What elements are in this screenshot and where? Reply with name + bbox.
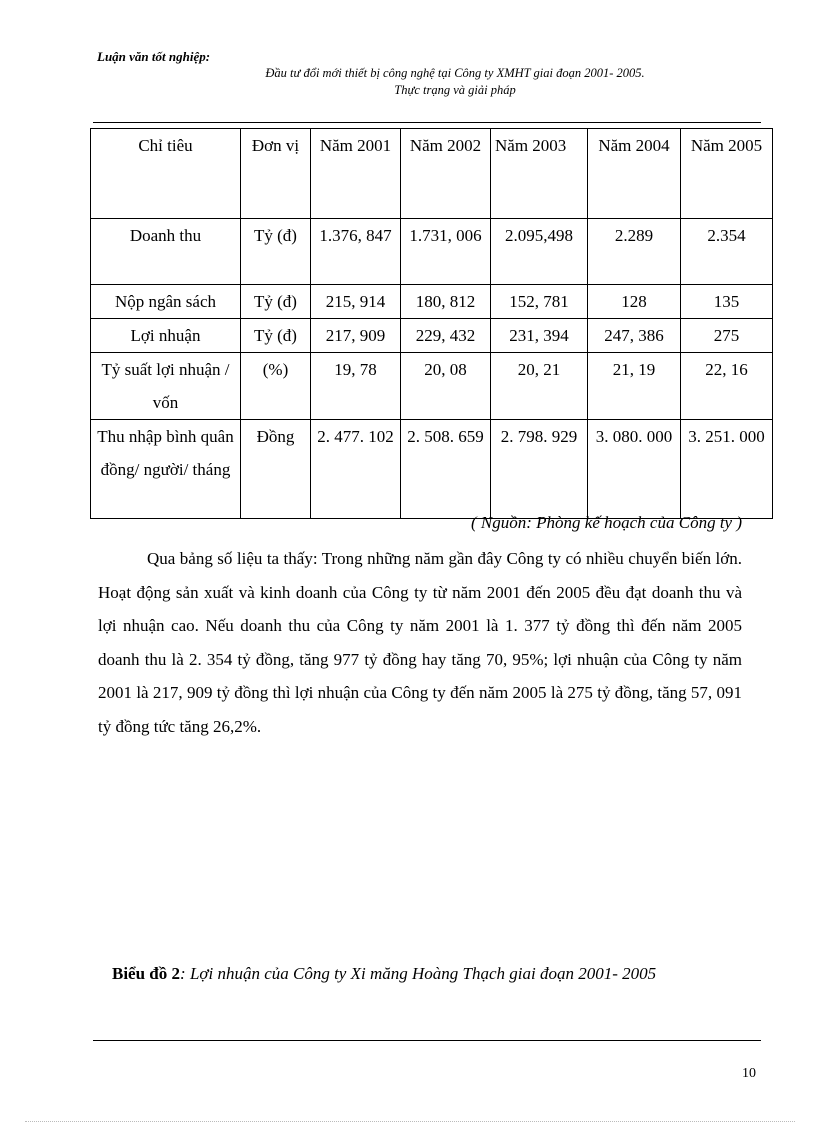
- page-edge: [25, 1121, 795, 1122]
- table-cell: Tỷ (đ): [241, 319, 311, 353]
- header-cell: Năm 2005: [681, 129, 773, 219]
- table-cell: 215, 914: [311, 285, 401, 319]
- header-cell: Năm 2001: [311, 129, 401, 219]
- table-header-row: [91, 129, 773, 219]
- table-cell: 135: [681, 285, 773, 319]
- table-cell: Tỷ (đ): [241, 285, 311, 319]
- table-cell: (%): [241, 353, 311, 420]
- table-cell: 1.376, 847: [311, 219, 401, 285]
- header-subtopic: Thực trạng và giải pháp: [394, 83, 516, 97]
- header-divider: [93, 122, 761, 123]
- header-cell: Năm 2003: [491, 129, 588, 219]
- header-cell: Đơn vị: [241, 129, 311, 219]
- table-cell: 247, 386: [588, 319, 681, 353]
- table-cell: Doanh thu: [91, 219, 241, 285]
- header-cell: Năm 2004: [588, 129, 681, 219]
- table-source-note: ( Nguồn: Phòng kế hoạch của Công ty ): [471, 513, 742, 532]
- table-cell: 3. 080. 000: [588, 420, 681, 519]
- table-cell: 2.289: [588, 219, 681, 285]
- thesis-label: Luận văn tốt nghiệp:: [97, 49, 211, 64]
- table-cell: 275: [681, 319, 773, 353]
- table-row: [91, 353, 773, 420]
- table-row: [91, 420, 773, 519]
- header-cell: Năm 2002: [401, 129, 491, 219]
- table-cell: 152, 781: [491, 285, 588, 319]
- table-cell: 2. 477. 102: [311, 420, 401, 519]
- table-cell: 128: [588, 285, 681, 319]
- table-cell: 2.095,498: [491, 219, 588, 285]
- table-cell: 180, 812: [401, 285, 491, 319]
- table-cell: 1.731, 006: [401, 219, 491, 285]
- table-cell: 217, 909: [311, 319, 401, 353]
- header-cell: Chỉ tiêu: [91, 129, 241, 219]
- table-cell: Tỷ (đ): [241, 219, 311, 285]
- table-cell: Tỷ suất lợi nhuận / vốn: [91, 353, 241, 420]
- table-cell: 21, 19: [588, 353, 681, 420]
- table-row: [91, 319, 773, 353]
- table-cell: Đồng: [241, 420, 311, 519]
- table-row: [91, 285, 773, 319]
- statistics-table: [90, 128, 773, 519]
- table-cell: 20, 08: [401, 353, 491, 420]
- header-topic: Đầu tư đổi mới thiết bị công nghệ tại Công ty XMHT giai đoạn 2001- 2005.: [265, 66, 645, 80]
- table-cell: 3. 251. 000: [681, 420, 773, 519]
- table-cell: Nộp ngân sách: [91, 285, 241, 319]
- table-row: [91, 219, 773, 285]
- chart-caption: [112, 964, 656, 984]
- table-cell: 229, 432: [401, 319, 491, 353]
- table-cell: 2. 798. 929: [491, 420, 588, 519]
- table-cell: 2.354: [681, 219, 773, 285]
- footer-divider: [93, 1040, 761, 1041]
- body-paragraph: Qua bảng số liệu ta thấy: Trong những năm gần đây Công ty có nhiều chuyển biến lớn. Hoạt động sản xuất và kinh doanh của Công ty từ năm 2001 đến 2005 đều đạt doanh thu và lợi nhuận cao. Nếu doanh thu của Công ty năm 2001 là 1. 377 tỷ đồng thì đến năm 2005 doanh thu là 2. 354 tỷ đồng, tăng 977 tỷ đồng hay tăng 70, 95%; lợi nhuận của Công ty năm 2001 là 217, 909 tỷ đồng thì lợi nhuận của Công ty đến năm 2005 là 275 tỷ đồng, tăng 57, 091 tỷ đồng tức tăng 26,2%.: [98, 549, 742, 736]
- caption-label: Biểu đồ 2: [112, 964, 181, 983]
- table-cell: Thu nhập bình quân đồng/ người/ tháng: [91, 420, 241, 519]
- caption-text: : Lợi nhuận của Công ty Xi măng Hoàng Thạch giai đoạn 2001- 2005: [180, 964, 657, 983]
- table-cell: 20, 21: [491, 353, 588, 420]
- table-cell: 2. 508. 659: [401, 420, 491, 519]
- table-cell: 19, 78: [311, 353, 401, 420]
- table-cell: 22, 16: [681, 353, 773, 420]
- page-number: 10: [742, 1066, 756, 1081]
- table-cell: 231, 394: [491, 319, 588, 353]
- table-cell: Lợi nhuận: [91, 319, 241, 353]
